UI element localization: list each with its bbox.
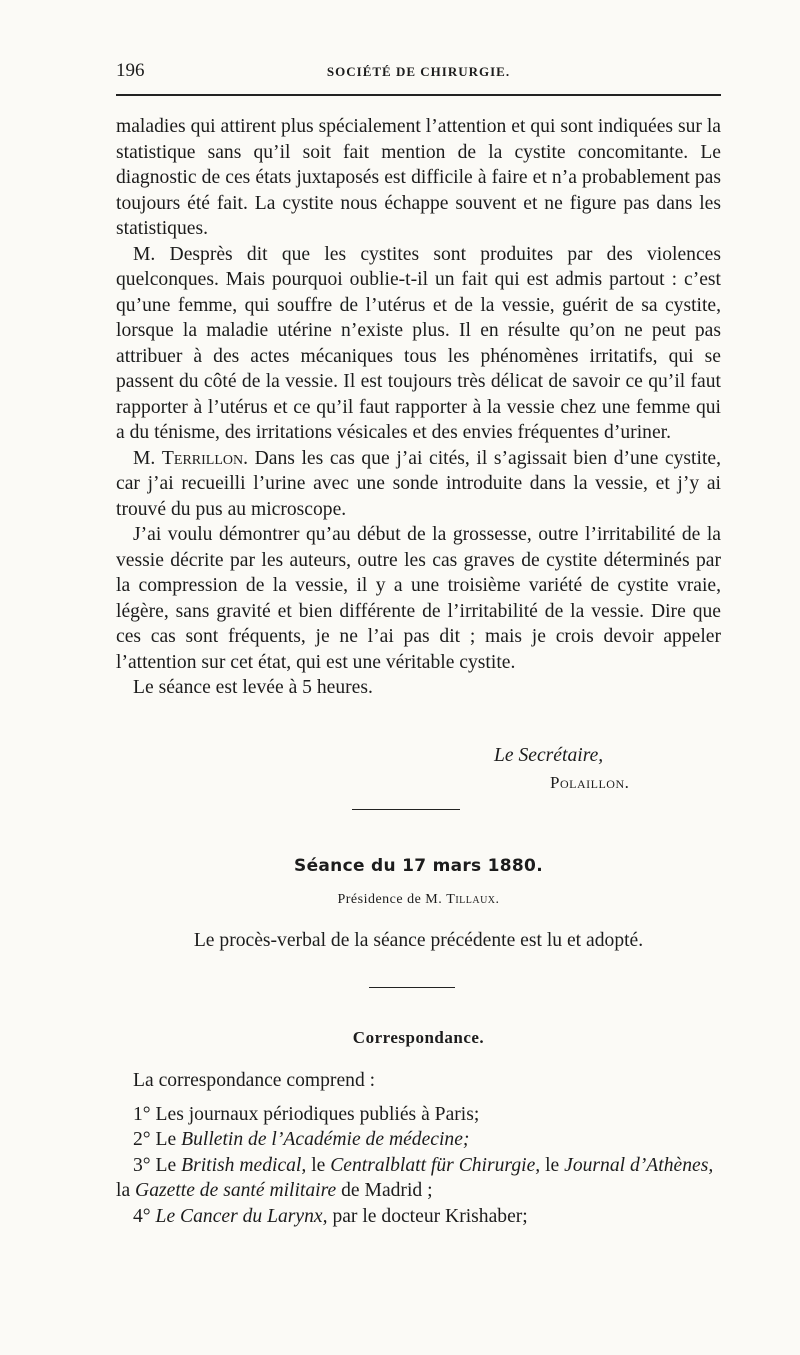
publication-title: Le Cancer du Larynx, — [155, 1205, 328, 1227]
presidence-prefix: Présidence de M. — [337, 892, 443, 907]
paragraph: Le séance est levée à 5 heures. — [133, 677, 373, 698]
seance-title: Séance du 17 mars 1880. — [294, 856, 543, 876]
correspondance-heading: Correspondance. — [352, 1028, 485, 1047]
page-number: 196 — [116, 60, 145, 81]
presidence-name: Tillaux. — [446, 892, 500, 907]
speaker-text: Dans les cas que j’ai cités, il s’agissait bien d’une cystite, car j’ai recueilli l’urine avec une sonde introduite dans la vessie, et j’y ai trouvé du pus au microscope. — [116, 447, 721, 520]
body-text — [116, 114, 721, 701]
item-number: 2° Le — [133, 1129, 177, 1150]
correspondance-intro: La correspondance comprend : — [133, 1070, 376, 1091]
header-rule — [116, 94, 721, 96]
signature-title: Le Secrétaire, — [494, 745, 604, 766]
paragraph: maladies qui attirent plus spécialement l’attention et qui sont indiquées sur la statistique sans qu’il soit fait mention de la cystite concomitante. Le diagnostic de ces états juxtaposés est difficile à faire et n’a probablement pas toujours été fait. La cystite nous échappe souvent et ne figure pas dans les statistiques. — [116, 116, 721, 239]
list-item: 1° Les journaux périodiques publiés à Paris; — [133, 1103, 480, 1125]
publication-title: Centralblatt für Chirurgie, — [330, 1154, 541, 1176]
paragraph — [116, 446, 721, 523]
section-divider — [369, 987, 455, 988]
list-item — [116, 1127, 721, 1153]
speaker-prefix: M. — [133, 447, 156, 469]
section-divider — [352, 809, 460, 810]
publication-title: Gazette de santé militaire — [135, 1180, 337, 1201]
publication-title: British medical, — [181, 1154, 307, 1176]
publication-title: Journal d’Athènes, — [564, 1154, 714, 1176]
publication-title: Bulletin de l’Académie de médecine; — [181, 1129, 470, 1150]
connector-text: la — [116, 1180, 131, 1201]
running-title: SOCIÉTÉ DE CHIRURGIE. — [326, 64, 511, 79]
paragraph: M. Desprès dit que les cystites sont produites par des violences quelconques. Mais pourquoi oublie-t-il un fait qui est admis partout : c’est qu’une femme, qui souffre de l’utérus et de la vessie, guérit de sa cystite, lorsque la maladie utérine n’existe plus. Il en résulte qu’on ne peut pas attribuer à des actes mécaniques tous les phénomènes irritatifs, qui se passent du côté de la vessie. Il est toujours très délicat de savoir ce qu’il faut rapporter à l’utérus et ce qu’il faut rapporter à la vessie chez une femme qui a du ténisme, des irritations vésicales et des envies fréquentes d’uriner. — [116, 243, 721, 443]
connector-text: le — [311, 1154, 326, 1176]
item-number: 3° Le — [133, 1154, 177, 1176]
connector-text: le — [545, 1154, 560, 1176]
list-item — [116, 1153, 721, 1204]
signature-name: Polaillon. — [550, 773, 630, 792]
item-number: 4° — [133, 1205, 151, 1227]
paragraph: J’ai voulu démontrer qu’au début de la grossesse, outre l’irritabilité de la vessie décrite par les auteurs, outre les cas graves de cystite déterminés par la compression de la vessie, il y a une troisième variété de cystite vraie, légère, sans gravité et bien différente de l’irritabilité de la vessie. Dire que ces cas sont fréquents, je ne l’ai pas dit ; mais je crois devoir appeler l’attention sur cet état, qui est une véritable cystite. — [116, 524, 721, 673]
proces-verbal: Le procès-verbal de la séance précédente est lu et adopté. — [193, 930, 644, 951]
presidence-line — [116, 892, 721, 908]
correspondance-list — [116, 1068, 721, 1229]
speaker-name: Terrillon. — [161, 447, 249, 469]
list-item — [116, 1204, 721, 1230]
connector-text: par le docteur Krishaber; — [332, 1205, 528, 1227]
connector-text: de Madrid ; — [341, 1180, 433, 1201]
page-header — [116, 60, 721, 86]
